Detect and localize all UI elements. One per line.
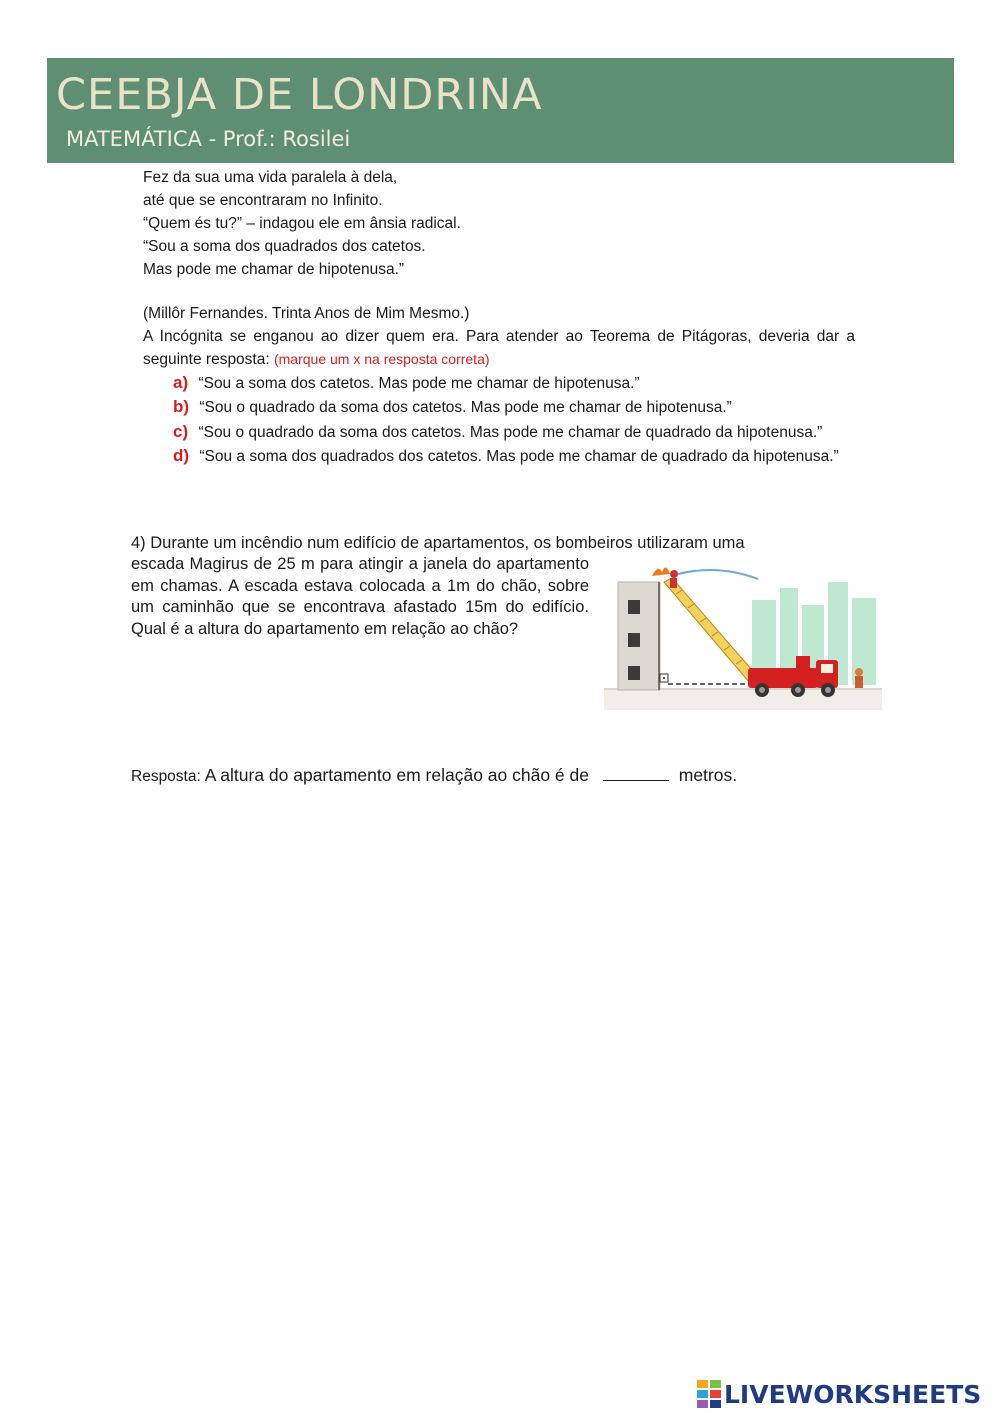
option-d[interactable] xyxy=(173,444,855,468)
poem-line: “Sou a soma dos quadrados dos catetos. xyxy=(143,238,426,255)
firefighter-ground xyxy=(855,668,863,688)
option-text: “Sou a soma dos quadrados dos catetos. Mas pode me chamar de quadrado da hipotenusa.” xyxy=(199,447,839,465)
poem xyxy=(143,166,461,281)
answer-unit: metros. xyxy=(678,765,738,785)
brand-name: LIVEWORKSHEETS xyxy=(724,1379,982,1409)
window xyxy=(628,633,640,647)
question-4-body: escada Magirus de 25 m para atingir a janela do apartamento em chamas. A escada estava colocada a 1m do chão, sobre um caminhão que se encontrava afastado 15m do edifício. Qual é a altura do apartamento em relação ao chão? xyxy=(131,555,589,638)
liveworksheets-logo-icon xyxy=(697,1380,721,1408)
option-text: “Sou o quadrado da soma dos catetos. Mas pode me chamar de quadrado da hipotenusa.” xyxy=(198,423,823,441)
option-letter: d) xyxy=(173,445,190,465)
question-3-text: A Incógnita se enganou ao dizer quem era. Para atender ao Teorema de Pitágoras, deveria dar a seguinte resposta: xyxy=(143,328,855,368)
option-text: “Sou a soma dos catetos. Mas pode me chamar de hipotenusa.” xyxy=(198,375,640,392)
option-letter: b) xyxy=(173,397,190,417)
answer-blank-input[interactable] xyxy=(603,764,669,781)
school-title: CEEBJA DE LONDRINA xyxy=(56,70,543,120)
firefighter-body xyxy=(670,578,677,588)
answer-lead: Resposta: xyxy=(131,768,201,785)
option-text: “Sou o quadrado da soma dos catetos. Mas pode me chamar de hipotenusa.” xyxy=(199,399,732,417)
poem-line: Mas pode me chamar de hipotenusa.” xyxy=(143,261,405,278)
poem-line: “Quem és tu?” – indagou ele em ânsia radical. xyxy=(143,215,461,232)
fire-truck-ladder-illustration xyxy=(604,560,882,713)
answer-options xyxy=(173,371,855,468)
window xyxy=(628,666,640,680)
firefighter-head xyxy=(670,570,678,578)
question-4-first-line: 4) Durante um incêndio num edifício de apartamentos, os bombeiros utilizaram uma xyxy=(131,534,745,552)
right-angle-dot xyxy=(663,677,665,679)
option-b[interactable] xyxy=(173,395,855,419)
option-letter: c) xyxy=(173,421,189,441)
answer-text: A altura do apartamento em relação ao chão é de xyxy=(204,765,589,785)
poem-line: Fez da sua uma vida paralela à dela, xyxy=(143,169,398,186)
option-a[interactable] xyxy=(173,371,855,395)
road xyxy=(604,690,882,710)
question-3-instruction: (marque um x na resposta correta) xyxy=(273,351,490,367)
footer-brand xyxy=(697,1377,981,1411)
answer-line xyxy=(131,764,737,786)
window xyxy=(628,600,640,614)
subject-teacher: MATEMÁTICA - Prof.: Rosilei xyxy=(66,127,351,151)
document-header xyxy=(47,58,954,163)
option-letter: a) xyxy=(173,373,189,392)
question-3-statement xyxy=(143,325,855,371)
poem-source: (Millôr Fernandes. Trinta Anos de Mim Mesmo.) xyxy=(143,305,470,322)
poem-line: até que se encontraram no Infinito. xyxy=(143,192,383,209)
option-c[interactable] xyxy=(173,420,855,444)
